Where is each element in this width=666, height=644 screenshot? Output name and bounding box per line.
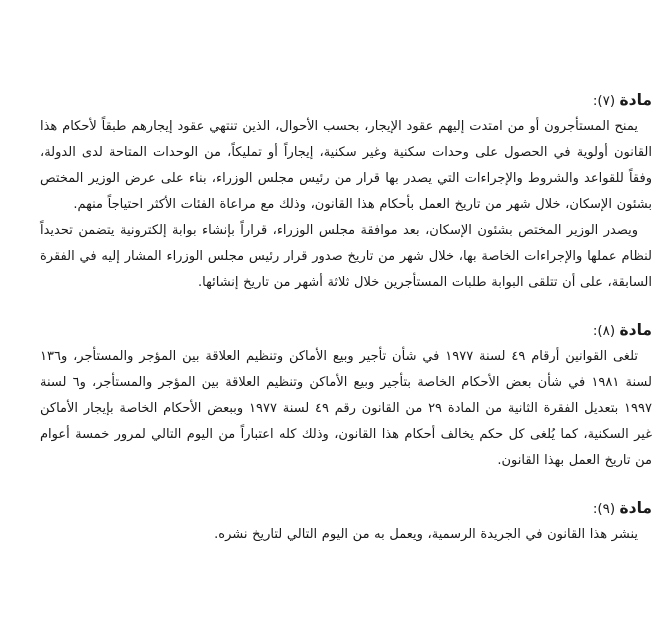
article-9-number: (٩):	[592, 501, 620, 517]
article-9-heading	[40, 496, 652, 521]
article-9	[40, 496, 652, 548]
article-7-paragraph-2: ويصدر الوزير المختص بشئون الإسكان، بعد موافقة مجلس الوزراء، قراراً بإنشاء بوابة إلكترونية يتضمن تحديداً لنظام عملها والإجراءات الخاصة بها، خلال شهر من تاريخ صدور قرار رئيس مجلس الوزراء المشار إليه في الفقرة السابقة، على أن تتلقى البوابة طلبات المستأجرين خلال ثلاثة أشهر من تاريخ إنشائها.	[40, 223, 652, 290]
document-body	[40, 88, 652, 548]
article-8	[40, 318, 652, 474]
article-7-number: (٧):	[592, 93, 620, 109]
article-8-heading	[40, 318, 652, 343]
article-7-paragraph-1: يمنح المستأجرون أو من امتدت إليهم عقود الإيجار، بحسب الأحوال، الذين تنتهي عقود إيجارهم طبقاً لأحكام هذا القانون أولوية في الحصول على وحدات سكنية وغير سكنية، إيجاراً أو تمليكاً، من الوحدات المتاحة لدى الدولة، وفقاً للقواعد والشروط والإجراءات التي يصدر بها قرار من رئيس مجلس الوزراء، بناء على عرض الوزير المختص بشئون الإسكان، خلال شهر من تاريخ العمل بأحكام هذا القانون، وذلك مع مراعاة الفئات الأكثر احتياجاً منهم.	[40, 119, 652, 212]
article-7-heading	[40, 88, 652, 113]
article-9-word: مادة	[619, 499, 652, 517]
article-8-paragraph-1: تلغى القوانين أرقام ٤٩ لسنة ١٩٧٧ في شأن تأجير وبيع الأماكن وتنظيم العلاقة بين المؤجر والمستأجر، و١٣٦ لسنة ١٩٨١ في شأن بعض الأحكام الخاصة بتأجير وبيع الأماكن وتنظيم العلاقة بين المؤجر والمستأجر، و٦ لسنة ١٩٩٧ بتعديل الفقرة الثانية من المادة ٢٩ من القانون رقم ٤٩ لسنة ١٩٧٧ وببعض الأحكام الخاصة بإيجار الأماكن غير السكنية، كما يُلغى كل حكم يخالف أحكام هذا القانون، وذلك كله اعتباراً من اليوم التالي لمرور خمسة أعوام من تاريخ العمل بهذا القانون.	[40, 349, 652, 468]
article-8-number: (٨):	[592, 323, 620, 339]
article-7-word: مادة	[619, 91, 652, 109]
article-8-word: مادة	[619, 321, 652, 339]
article-9-paragraph-1: ينشر هذا القانون في الجريدة الرسمية، ويعمل به من اليوم التالي لتاريخ نشره.	[214, 527, 638, 542]
article-7	[40, 88, 652, 296]
